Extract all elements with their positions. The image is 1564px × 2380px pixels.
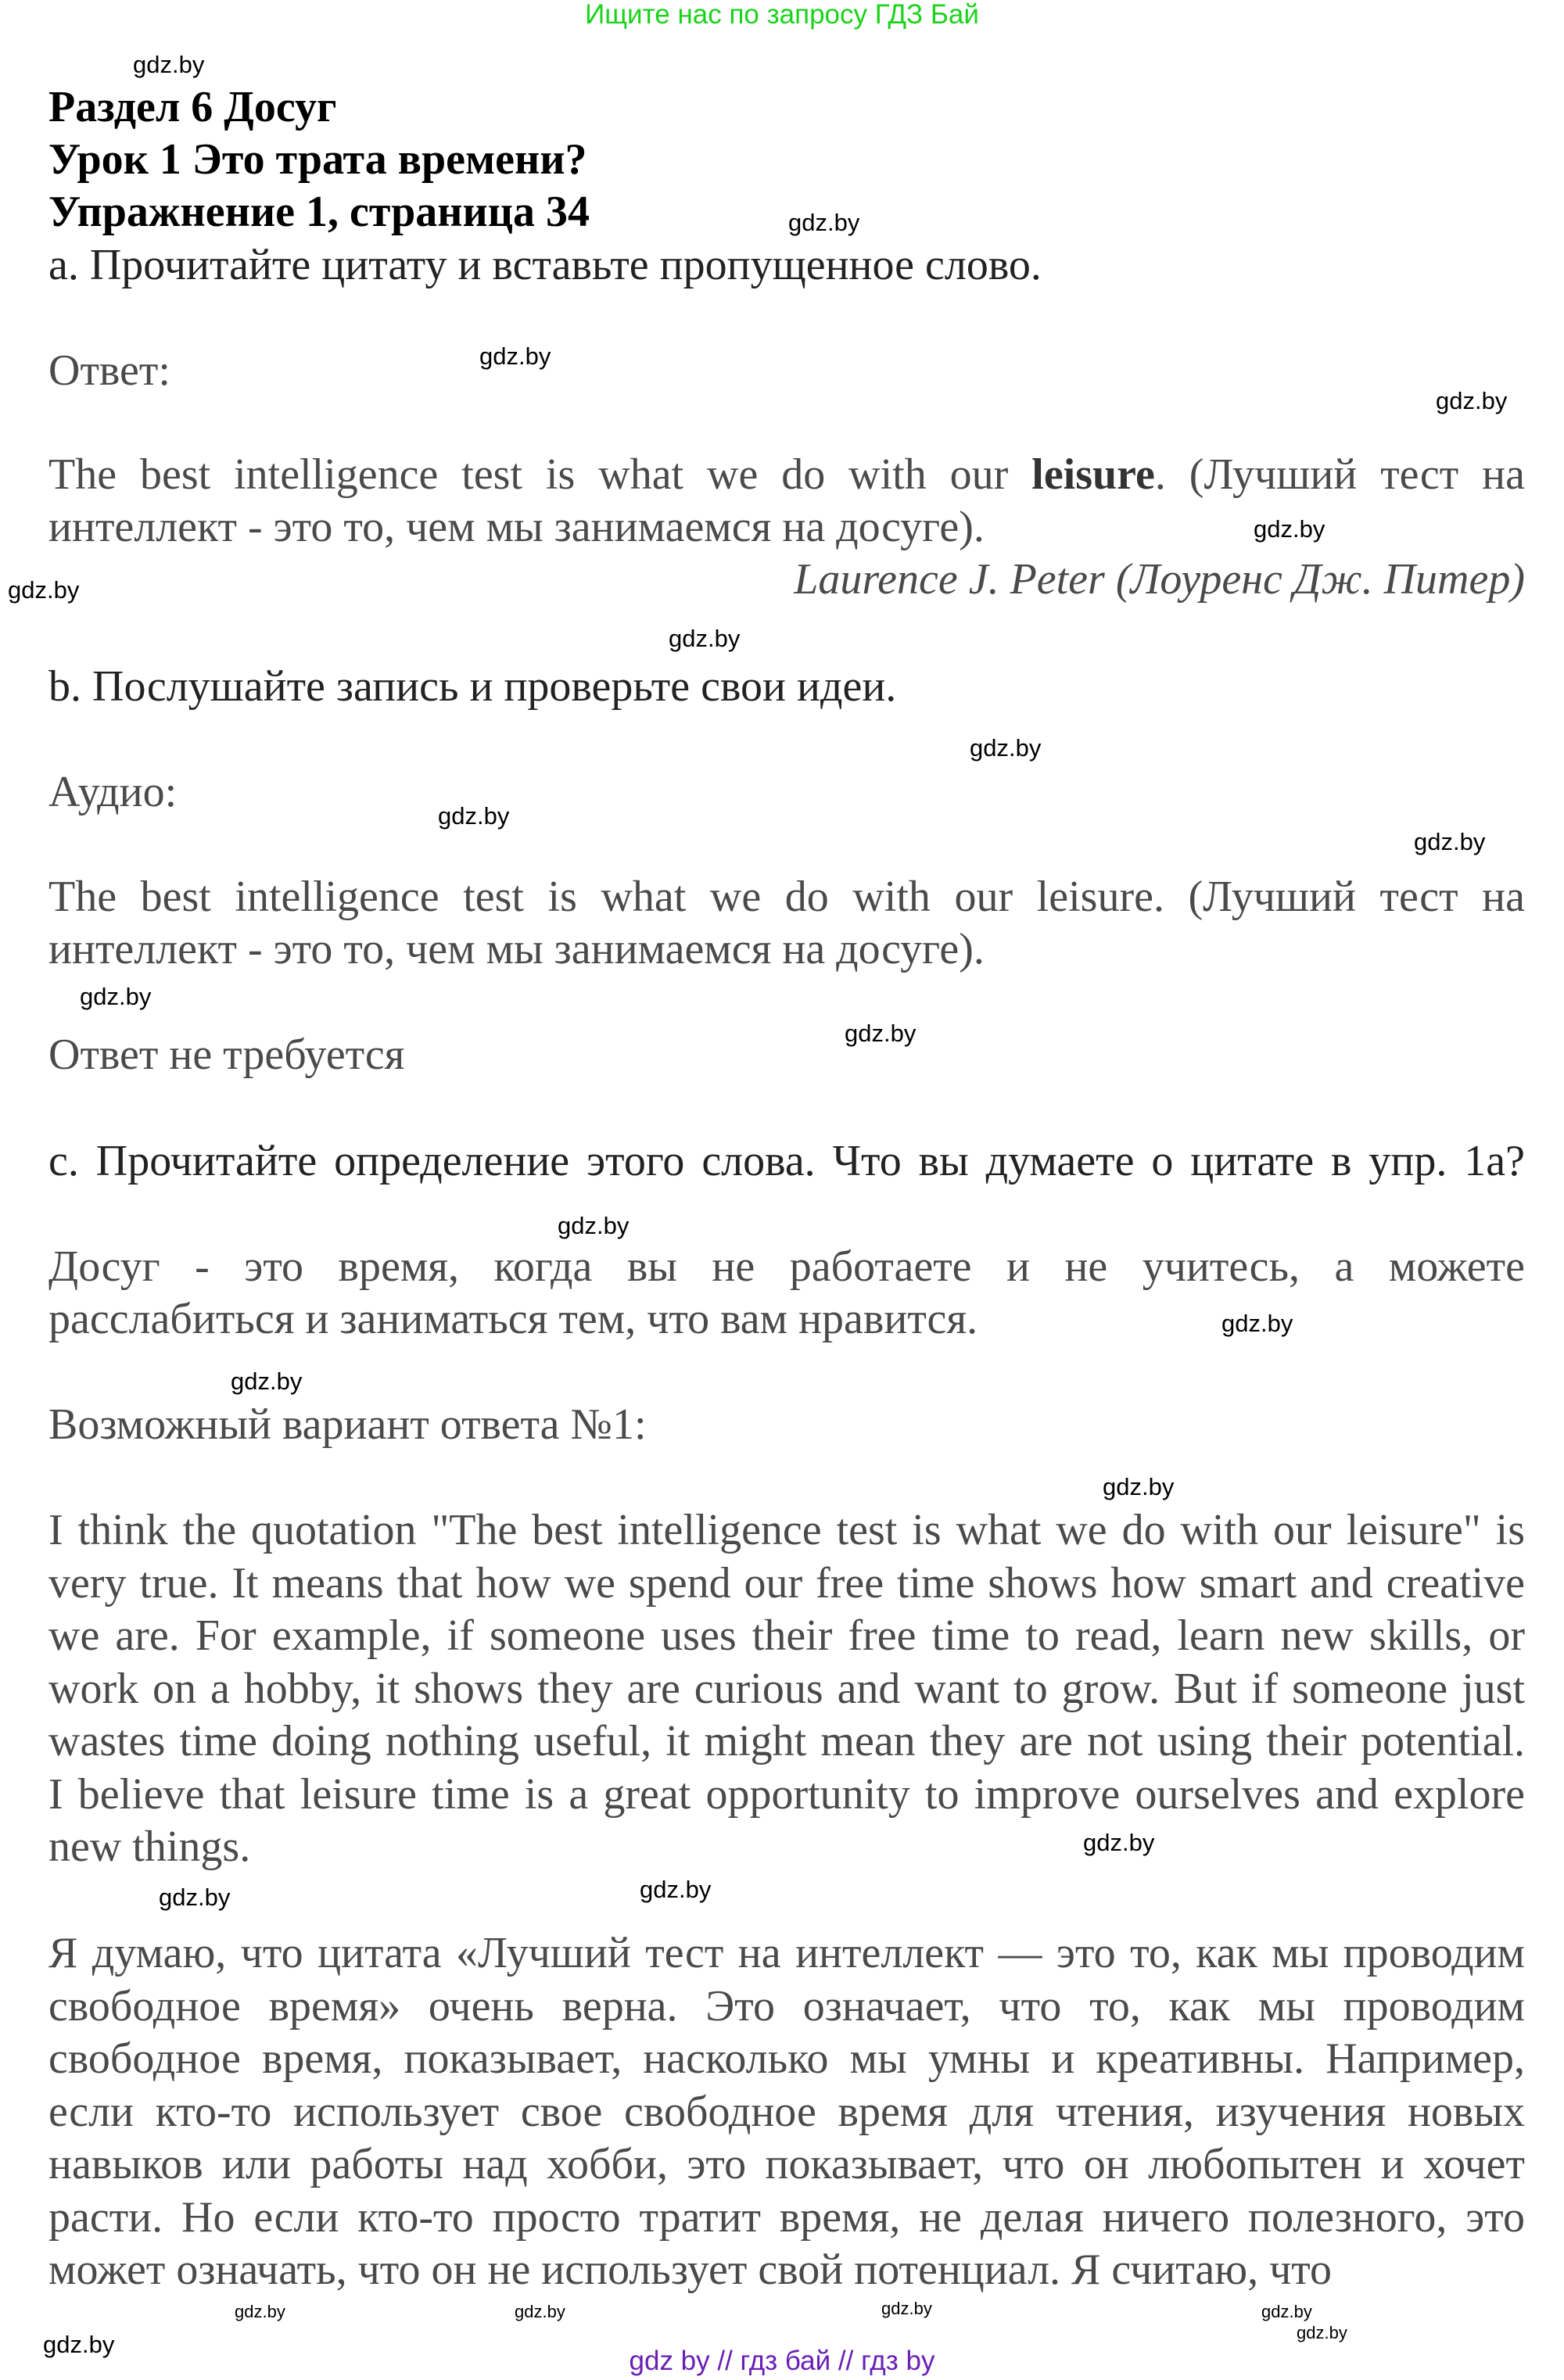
answer-word: leisure (1031, 450, 1155, 499)
quote-author: Laurence J. Peter (Лоуренс Дж. Питер) (794, 555, 1525, 604)
essay-line: work on a hobby, it shows they are curious and want to grow. But if someone just (48, 1664, 1525, 1713)
footer-links[interactable]: gdz by // гдз бай // гдз by (629, 2346, 935, 2376)
essay-line: навыков или работы над хобби, это показывает, что он любопытен и хочет (48, 2140, 1525, 2188)
watermark: gdz.by (43, 2331, 115, 2358)
essay-line: свободное время, показывает, насколько мы умны и креативны. Например, (48, 2034, 1525, 2083)
essay-line: wastes time doing nothing useful, it might mean they are not using their potential. (48, 1717, 1525, 1765)
task-a: a. Прочитайте цитату и вставьте пропущенное слово. (48, 241, 1042, 289)
variant-label: Возможный вариант ответа №1: (48, 1400, 647, 1449)
essay-line: расти. Но если кто-то просто тратит время, не делая ничего полезного, это (48, 2192, 1525, 2242)
quote-line: интеллект - это то, чем мы занимаемся на досуге). (48, 503, 985, 551)
watermark: gdz.by (231, 1367, 303, 1395)
watermark: gdz.by (479, 342, 551, 370)
watermark: gdz.by (1083, 1829, 1155, 1856)
search-banner[interactable]: Ищите нас по запросу ГДЗ Бай (585, 0, 979, 30)
essay-line: может означать, что он не использует свой потенциал. Я считаю, что (48, 2246, 1332, 2294)
essay-line: we are. For example, if someone uses their free time to read, learn new skills, or (48, 1611, 1525, 1660)
definition-line: расслабиться и заниматься тем, что вам нравится. (48, 1295, 978, 1343)
watermark: gdz.by (845, 1020, 917, 1047)
task-b: b. Послушайте запись и проверьте свои идеи. (48, 662, 897, 711)
watermark: gdz.by (159, 1884, 231, 1911)
section-title: Раздел 6 Досуг (48, 83, 337, 131)
watermark: gdz.by (1414, 828, 1486, 855)
task-c: c. Прочитайте определение этого слова. Что вы думаете о цитате в упр. 1a? (48, 1137, 1525, 1185)
watermark: gdz.by (8, 576, 80, 604)
watermark: gdz.by (1297, 2323, 1347, 2342)
essay-line: new things. (48, 1823, 251, 1871)
watermark: gdz.by (1436, 387, 1508, 414)
essay-line: Я думаю, что цитата «Лучший тест на интеллект — это то, как мы проводим (48, 1929, 1525, 1977)
audio-quote-line: The best intelligence test is what we do with our leisure. (Лучший тест на (48, 873, 1525, 921)
watermark: gdz.by (1254, 515, 1325, 543)
essay-line: very true. It means that how we spend our free time shows how smart and creative (48, 1558, 1525, 1608)
watermark: gdz.by (235, 2302, 285, 2321)
audio-quote-line: интеллект - это то, чем мы занимаемся на досуге). (48, 925, 985, 973)
watermark: gdz.by (640, 1876, 712, 1903)
watermark: gdz.by (1261, 2302, 1312, 2321)
no-answer-text: Ответ не требуется (48, 1030, 405, 1079)
watermark: gdz.by (1103, 1473, 1175, 1500)
watermark: gdz.by (80, 983, 152, 1010)
quote-line (48, 449, 1525, 500)
watermark: gdz.by (438, 802, 510, 830)
essay-line: I think the quotation "The best intelligence test is what we do with our leisure" is (48, 1506, 1525, 1554)
watermark: gdz.by (515, 2302, 565, 2321)
quote-text: The best intelligence test is what we do with our (48, 450, 1032, 499)
watermark: gdz.by (1221, 1310, 1293, 1337)
essay-line: свободное время» очень верна. Это означает, что то, как мы проводим (48, 1981, 1525, 2031)
watermark: gdz.by (133, 51, 205, 78)
watermark: gdz.by (881, 2299, 932, 2318)
essay-line: I believe that leisure time is a great opportunity to improve ourselves and explore (48, 1769, 1525, 1819)
quote-text: . (Лучший тест на (1154, 450, 1525, 499)
essay-line: если кто-то использует свое свободное время для чтения, изучения новых (48, 2087, 1525, 2136)
exercise-title: Упражнение 1, страница 34 (48, 188, 590, 236)
watermark: gdz.by (970, 734, 1042, 762)
watermark: gdz.by (558, 1212, 630, 1239)
definition-line: Досуг - это время, когда вы не работаете и не учитесь, а можете (48, 1242, 1525, 1291)
answer-label: Ответ: (48, 346, 170, 395)
audio-label: Аудио: (48, 768, 178, 816)
lesson-title: Урок 1 Это трата времени? (48, 135, 587, 184)
watermark: gdz.by (788, 209, 860, 236)
watermark: gdz.by (669, 625, 741, 652)
